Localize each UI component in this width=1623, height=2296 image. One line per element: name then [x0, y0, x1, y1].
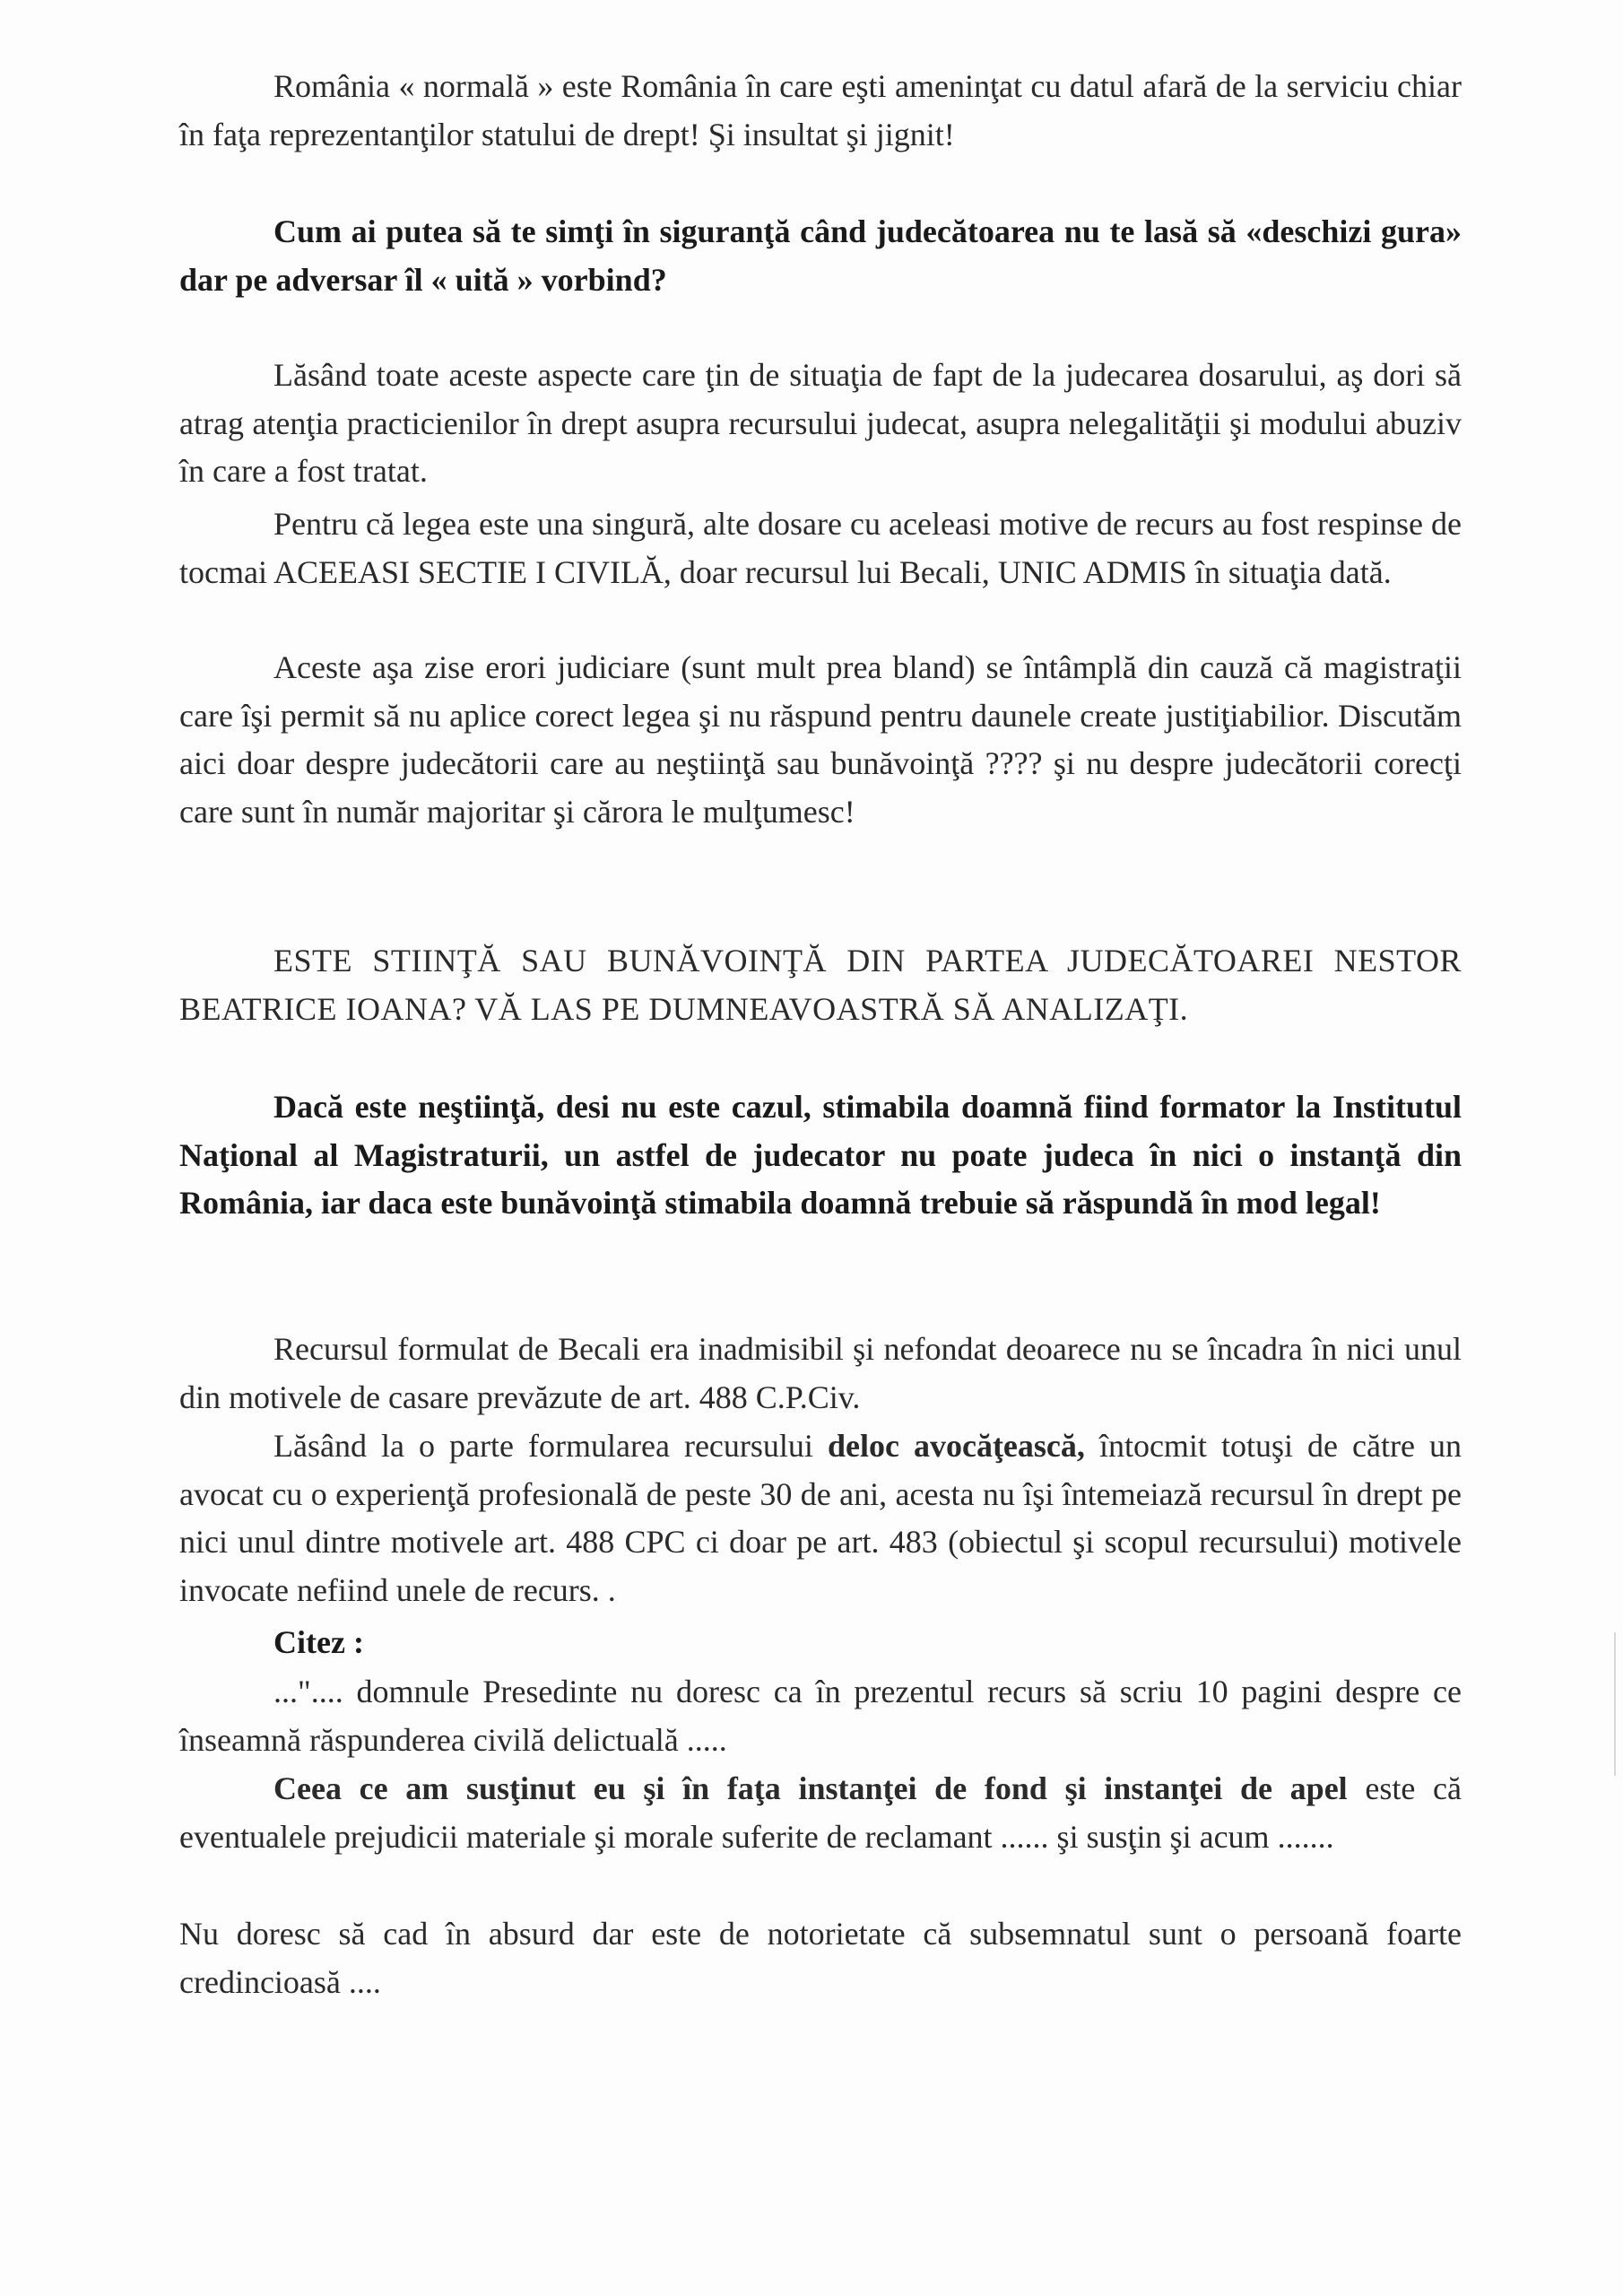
- paragraph-3-text: Lăsând toate aceste aspecte care ţin de situaţia de fapt de la judecarea dosarului, aş dori să atrag atenţia practicienilor în drept asupra recursului judecat, asupra nelegalităţii şi modului abuziv în care a fost tratat.: [179, 357, 1462, 489]
- paragraph-11: [179, 1668, 1462, 1764]
- paragraph-10-text: Citez :: [273, 1624, 364, 1660]
- paragraph-5: [179, 644, 1462, 836]
- paragraph-12: [179, 1765, 1462, 1861]
- paragraph-12-text-b: este că eventualele prejudicii materiale şi morale suferite de reclamant ...... şi susţin şi acum .......: [179, 1770, 1462, 1855]
- paragraph-3: [179, 352, 1462, 496]
- paragraph-9-text-b: întocmit totuşi de către un avocat cu o experienţă profesională de peste 30 de ani, acesta nu îşi întemeiază recursul în drept pe nici unul dintre motivele art. 488 CPC ci doar pe art. 483 (obiectul şi scopul recursului) motivele invocate nefiind unele de recurs. .: [179, 1428, 1462, 1608]
- paragraph-9-text-a: Lăsând la o parte formularea recursului: [273, 1428, 828, 1464]
- paragraph-6-text: ESTE STIINŢĂ SAU BUNĂVOINŢĂ DIN PARTEA JUDECĂTOAREI NESTOR BEATRICE IOANA? VĂ LAS PE DUMNEAVOASTRĂ SĂ ANALIZAŢI.: [179, 943, 1462, 1027]
- paragraph-13-text: Nu doresc să cad în absurd dar este de notorietate că subsemnatul sunt o persoană foarte credincioasă ....: [179, 1916, 1462, 2000]
- paragraph-6: [179, 937, 1462, 1033]
- scan-edge-mark: [1614, 1632, 1616, 1776]
- paragraph-12-text-bold: Ceea ce am susţinut eu şi în faţa instanţei de fond şi instanţei de apel: [273, 1770, 1348, 1806]
- paragraph-4: [179, 500, 1462, 596]
- paragraph-8: [179, 1326, 1462, 1422]
- paragraph-13: [179, 1910, 1462, 2006]
- paragraph-11-text: ...".... domnule Presedinte nu doresc ca în prezentul recurs să scriu 10 pagini despre ce înseamnă răspunderea civilă delictuală .....: [179, 1674, 1462, 1758]
- paragraph-1: [179, 63, 1462, 159]
- paragraph-7: [179, 1083, 1462, 1228]
- paragraph-5-text: Aceste aşa zise erori judiciare (sunt mult prea bland) se întâmplă din cauză că magistraţii care îşi permit să nu aplice corect legea şi nu răspund pentru daunele create justiţiabilior. Discutăm aici doar despre judecătorii care au neştiinţă sau bunăvoinţă ???? şi nu despre judecătorii corecţi care sunt în număr majoritar şi cărora le mulţumesc!: [179, 649, 1462, 830]
- paragraph-8-text: Recursul formulat de Becali era inadmisibil şi nefondat deoarece nu se încadra în nici unul din motivele de casare prevăzute de art. 488 C.P.Civ.: [179, 1331, 1462, 1415]
- paragraph-10: [179, 1619, 1462, 1667]
- paragraph-2-text: Cum ai putea să te simţi în siguranţă când judecătoarea nu te lasă să «deschizi gura» dar pe adversar îl « uită » vorbind?: [179, 213, 1462, 298]
- paragraph-9: [179, 1422, 1462, 1614]
- paragraph-2: [179, 208, 1462, 304]
- paragraph-7-text: Dacă este neştiinţă, desi nu este cazul, stimabila doamnă fiind formator la Institutul Naţional al Magistraturii, un astfel de judecator nu poate judeca în nici o instanţă din România, iar daca este bunăvoinţă stimabila doamnă trebuie să răspundă în mod legal!: [179, 1089, 1462, 1221]
- paragraph-4-text: Pentru că legea este una singură, alte dosare cu aceleasi motive de recurs au fost respinse de tocmai ACEEASI SECTIE I CIVILĂ, doar recursul lui Becali, UNIC ADMIS în situaţia dată.: [179, 506, 1462, 590]
- paragraph-9-text-bold: deloc avocăţească,: [827, 1428, 1085, 1464]
- paragraph-1-text: România « normală » este România în care eşti ameninţat cu datul afară de la serviciu chiar în faţa reprezentanţilor statului de drept! Şi insultat şi jignit!: [179, 68, 1462, 152]
